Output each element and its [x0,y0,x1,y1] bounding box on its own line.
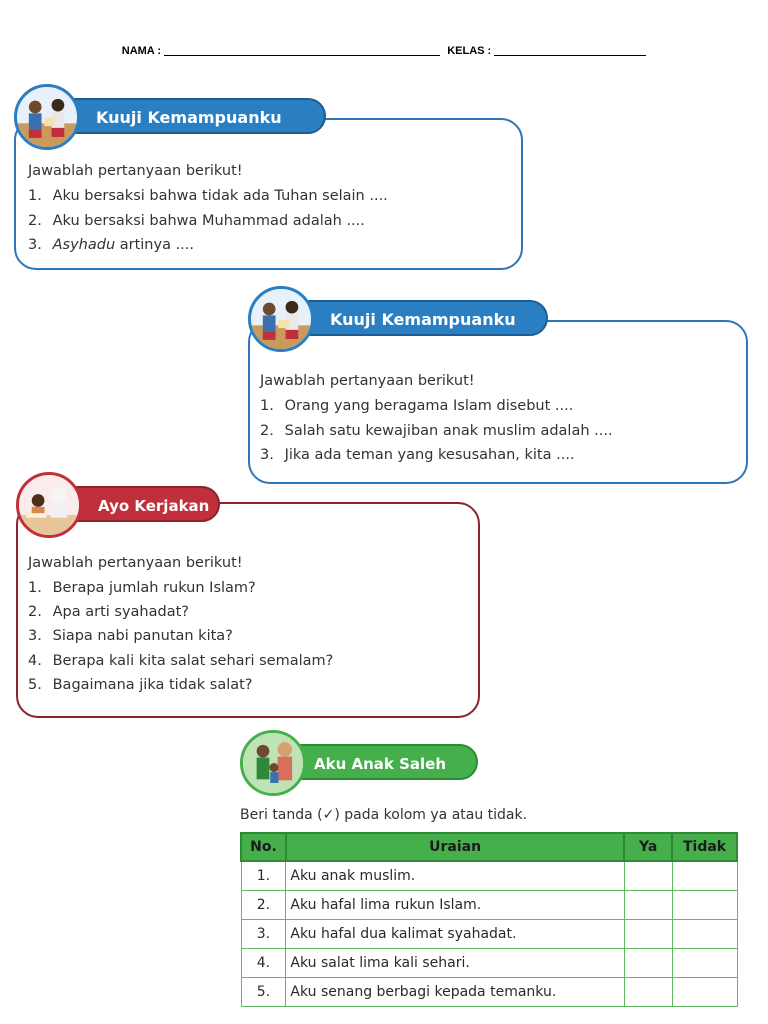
box1-question-1 [28,188,388,204]
row-statement: Aku hafal dua kalimat syahadat. [286,919,624,948]
section4-instruction: Beri tanda (✓) pada kolom ya atau tidak. [240,807,528,823]
family-icon [240,730,306,796]
tidak-checkbox-cell[interactable] [672,890,737,919]
question-text: artinya .... [115,237,195,253]
table-row [241,919,737,948]
ya-checkbox-cell[interactable] [624,861,672,890]
ya-checkbox-cell[interactable] [624,919,672,948]
box3-question-3 [28,628,233,644]
nama-label: NAMA : [121,45,162,57]
table-row [241,948,737,977]
box3-instruction: Jawablah pertanyaan berikut! [28,555,243,571]
box2-question-1 [260,398,573,414]
question-text: Salah satu kewajiban anak muslim adalah .... [284,423,613,439]
row-number: 3. [241,919,286,948]
table-header-row [241,833,737,861]
box1-instruction: Jawablah pertanyaan berikut! [28,163,243,179]
question-number: 1. [28,188,42,204]
tidak-checkbox-cell[interactable] [672,861,737,890]
children-reading-icon [14,84,80,150]
question-text: Berapa kali kita salat sehari semalam? [52,653,334,669]
column-header-ya: Ya [624,833,672,861]
ya-checkbox-cell[interactable] [624,890,672,919]
row-statement: Aku hafal lima rukun Islam. [286,890,624,919]
question-number: 1. [260,398,274,414]
row-statement: Aku senang berbagi kepada temanku. [286,977,624,1006]
children-reading-icon [248,286,314,352]
tidak-checkbox-cell[interactable] [672,977,737,1006]
kelas-label: KELAS : [447,45,492,57]
box1-badge: Kuuji Kemampuanku [60,98,326,134]
question-number: 4. [28,653,42,669]
table-row [241,977,737,1006]
box3-question-2 [28,604,189,620]
student-info-header [0,44,768,57]
question-text: Berapa jumlah rukun Islam? [52,580,256,596]
row-number: 5. [241,977,286,1006]
column-header-uraian: Uraian [286,833,624,861]
question-number: 2. [260,423,274,439]
box3-question-4 [28,653,333,669]
box2-badge: Kuuji Kemampuanku [294,300,548,336]
box1-question-2 [28,213,365,229]
question-text: Aku bersaksi bahwa Muhammad adalah .... [52,213,365,229]
table-row [241,861,737,890]
question-italic-term: Asyhadu [52,237,116,253]
box2-question-2 [260,423,613,439]
question-text: Apa arti syahadat? [52,604,189,620]
ya-checkbox-cell[interactable] [624,948,672,977]
box3-question-5 [28,677,253,693]
question-number: 2. [28,213,42,229]
question-number: 1. [28,580,42,596]
ya-checkbox-cell[interactable] [624,977,672,1006]
question-number: 3. [28,628,42,644]
row-statement: Aku salat lima kali sehari. [286,948,624,977]
column-header-tidak: Tidak [672,833,737,861]
row-number: 2. [241,890,286,919]
column-header-no: No. [241,833,286,861]
row-number: 1. [241,861,286,890]
row-statement: Aku anak muslim. [286,861,624,890]
question-text: Bagaimana jika tidak salat? [52,677,253,693]
box3-badge: Ayo Kerjakan [62,486,220,522]
question-text: Jika ada teman yang kesusahan, kita .... [284,447,575,463]
table-row [241,890,737,919]
tidak-checkbox-cell[interactable] [672,919,737,948]
row-number: 4. [241,948,286,977]
children-studying-icon [16,472,82,538]
question-text: Siapa nabi panutan kita? [52,628,233,644]
question-text: Orang yang beragama Islam disebut .... [284,398,574,414]
checklist-table [240,832,738,1007]
question-number: 2. [28,604,42,620]
box2-question-3 [260,447,575,463]
question-number: 3. [260,447,274,463]
box3-question-1 [28,580,256,596]
question-number: 3. [28,237,42,253]
kelas-field[interactable] [494,44,646,56]
question-number: 5. [28,677,42,693]
tidak-checkbox-cell[interactable] [672,948,737,977]
section4-badge: Aku Anak Saleh [284,744,478,780]
question-text: Aku bersaksi bahwa tidak ada Tuhan selain .... [52,188,388,204]
nama-field[interactable] [164,44,440,56]
box2-instruction: Jawablah pertanyaan berikut! [260,373,475,389]
box1-question-3 [28,237,194,253]
